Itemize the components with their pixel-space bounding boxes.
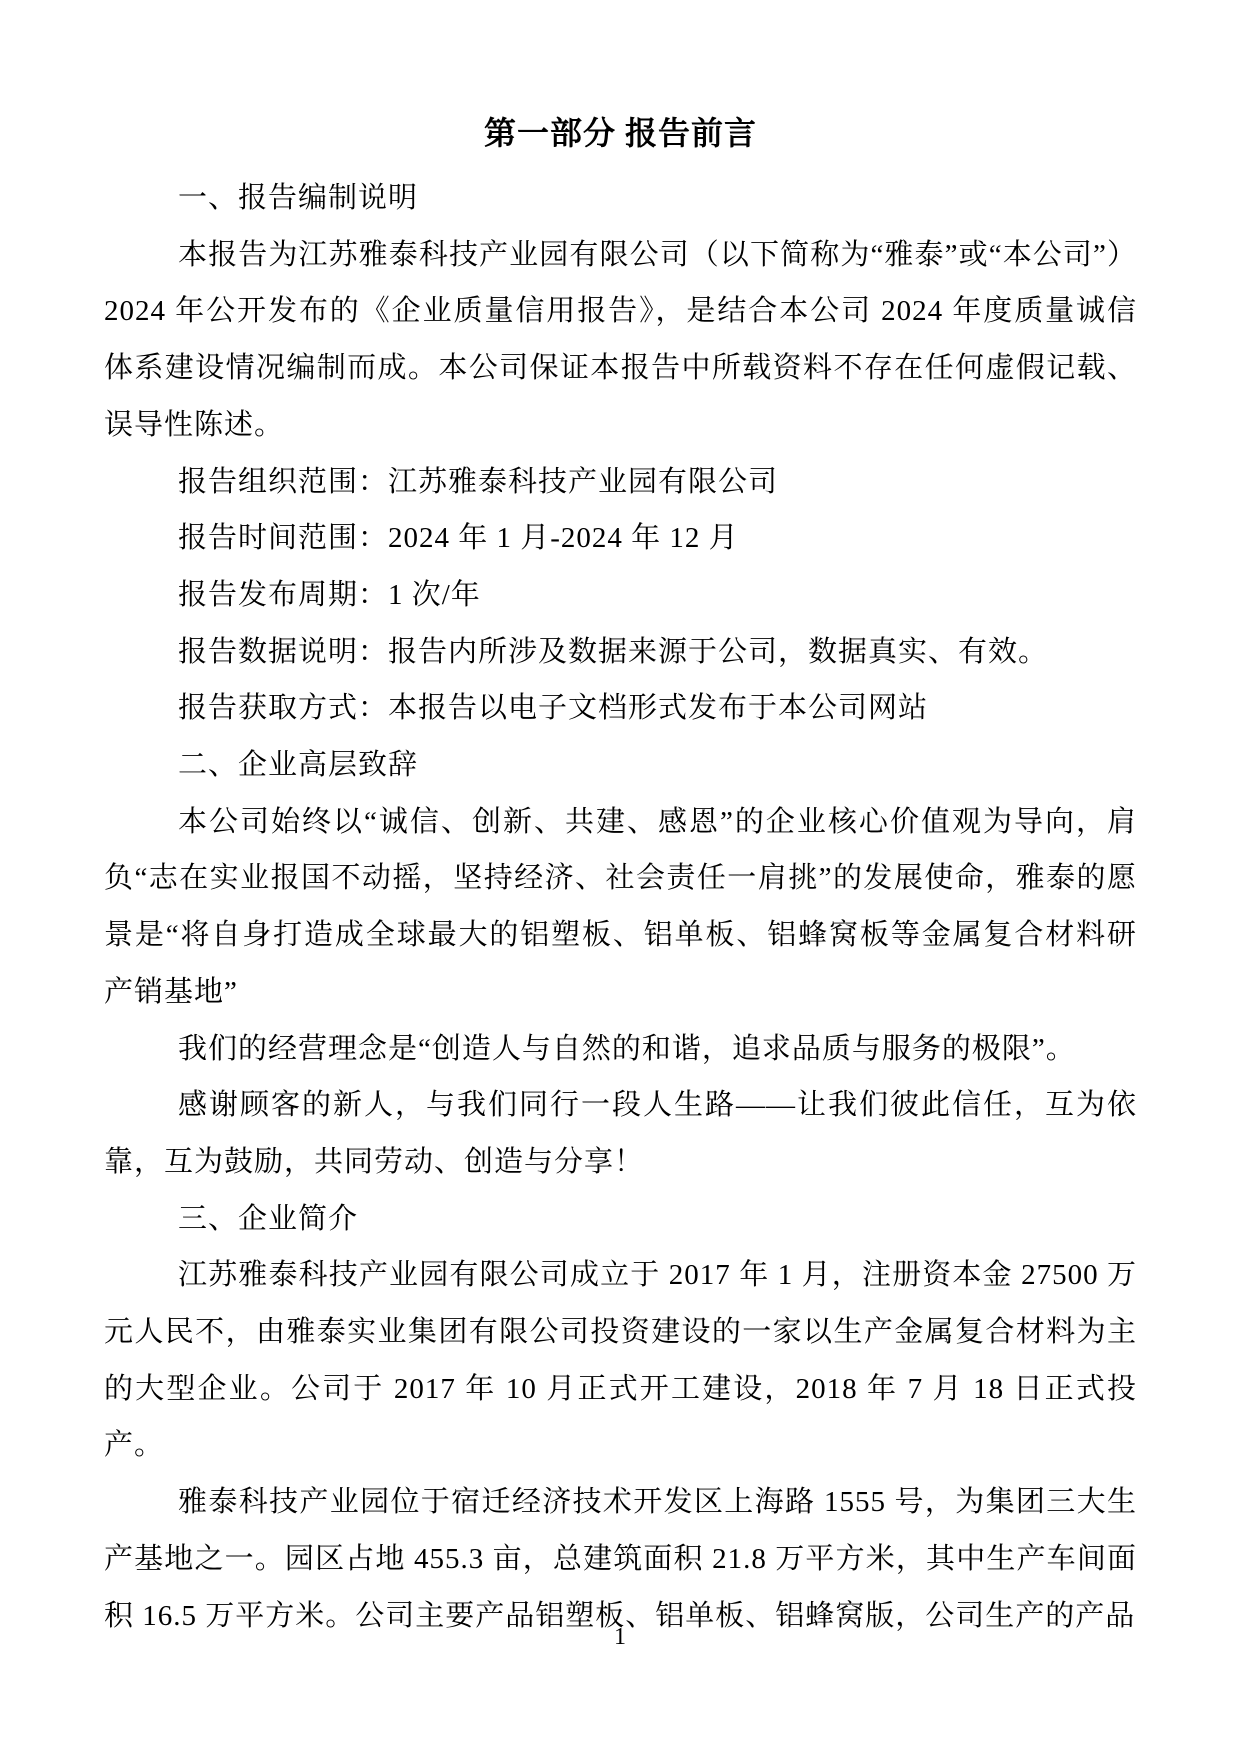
para-business-philosophy: 我们的经营理念是“创造人与自然的和谐，追求品质与服务的极限”。	[178, 1032, 1076, 1065]
para-report-cycle: 报告发布周期：1 次/年	[178, 578, 481, 611]
heading-executive-speech: 二、企业高层致辞	[178, 749, 419, 782]
para-report-data-note: 报告数据说明：报告内所涉及数据来源于公司，数据真实、有效。	[178, 635, 1049, 668]
heading-company-profile: 三、企业简介	[178, 1202, 359, 1235]
para-report-time-range: 报告时间范围：2024 年 1 月-2024 年 12 月	[178, 522, 739, 555]
para-company-park: 雅泰科技产业园位于宿迁经济技术开发区上海路 1555 号，为集团三大生产基地之一。园区占地 455.3 亩，总建筑面积 21.8 万平方米，其中生产车间面积 16.5 万平方米。公司主要产品铝塑板、铝单板、铝蜂窝版，公司生产的产品	[104, 1486, 1137, 1632]
para-company-founding: 江苏雅泰科技产业园有限公司成立于 2017 年 1 月，注册资本金 27500 万元人民不，由雅泰实业集团有限公司投资建设的一家以生产金属复合材料为主的大型企业。公司于 2017 年 10 月正式开工建设，2018 年 7 月 18 日正式投产。	[104, 1259, 1137, 1462]
heading-report-notes: 一、报告编制说明	[178, 182, 419, 214]
para-report-org-scope: 报告组织范围：江苏雅泰科技产业园有限公司	[178, 465, 779, 498]
section-title: 第一部分 报告前言	[483, 115, 757, 151]
page-number: 1	[614, 1624, 626, 1650]
document-content	[104, 110, 1137, 1644]
para-thanks-customers: 感谢顾客的新人，与我们同行一段人生路——让我们彼此信任，互为依靠，互为鼓励，共同劳动、创造与分享！	[104, 1089, 1137, 1178]
para-report-intro: 本报告为江苏雅泰科技产业园有限公司（以下简称为“雅泰”或“本公司”）2024 年公开发布的《企业质量信用报告》，是结合本公司 2024 年度质量诚信体系建设情况编制而成。本公司保证本报告中所载资料不存在任何虚假记载、误导性陈述。	[104, 238, 1137, 441]
para-core-values: 本公司始终以“诚信、创新、共建、感恩”的企业核心价值观为导向，肩负“志在实业报国不动摇，坚持经济、社会责任一肩挑”的发展使命，雅泰的愿景是“将自身打造成全球最大的铝塑板、铝单板、铝蜂窝板等金属复合材料研产销基地”	[104, 805, 1137, 1008]
para-report-access: 报告获取方式：本报告以电子文档形式发布于本公司网站	[178, 692, 929, 725]
